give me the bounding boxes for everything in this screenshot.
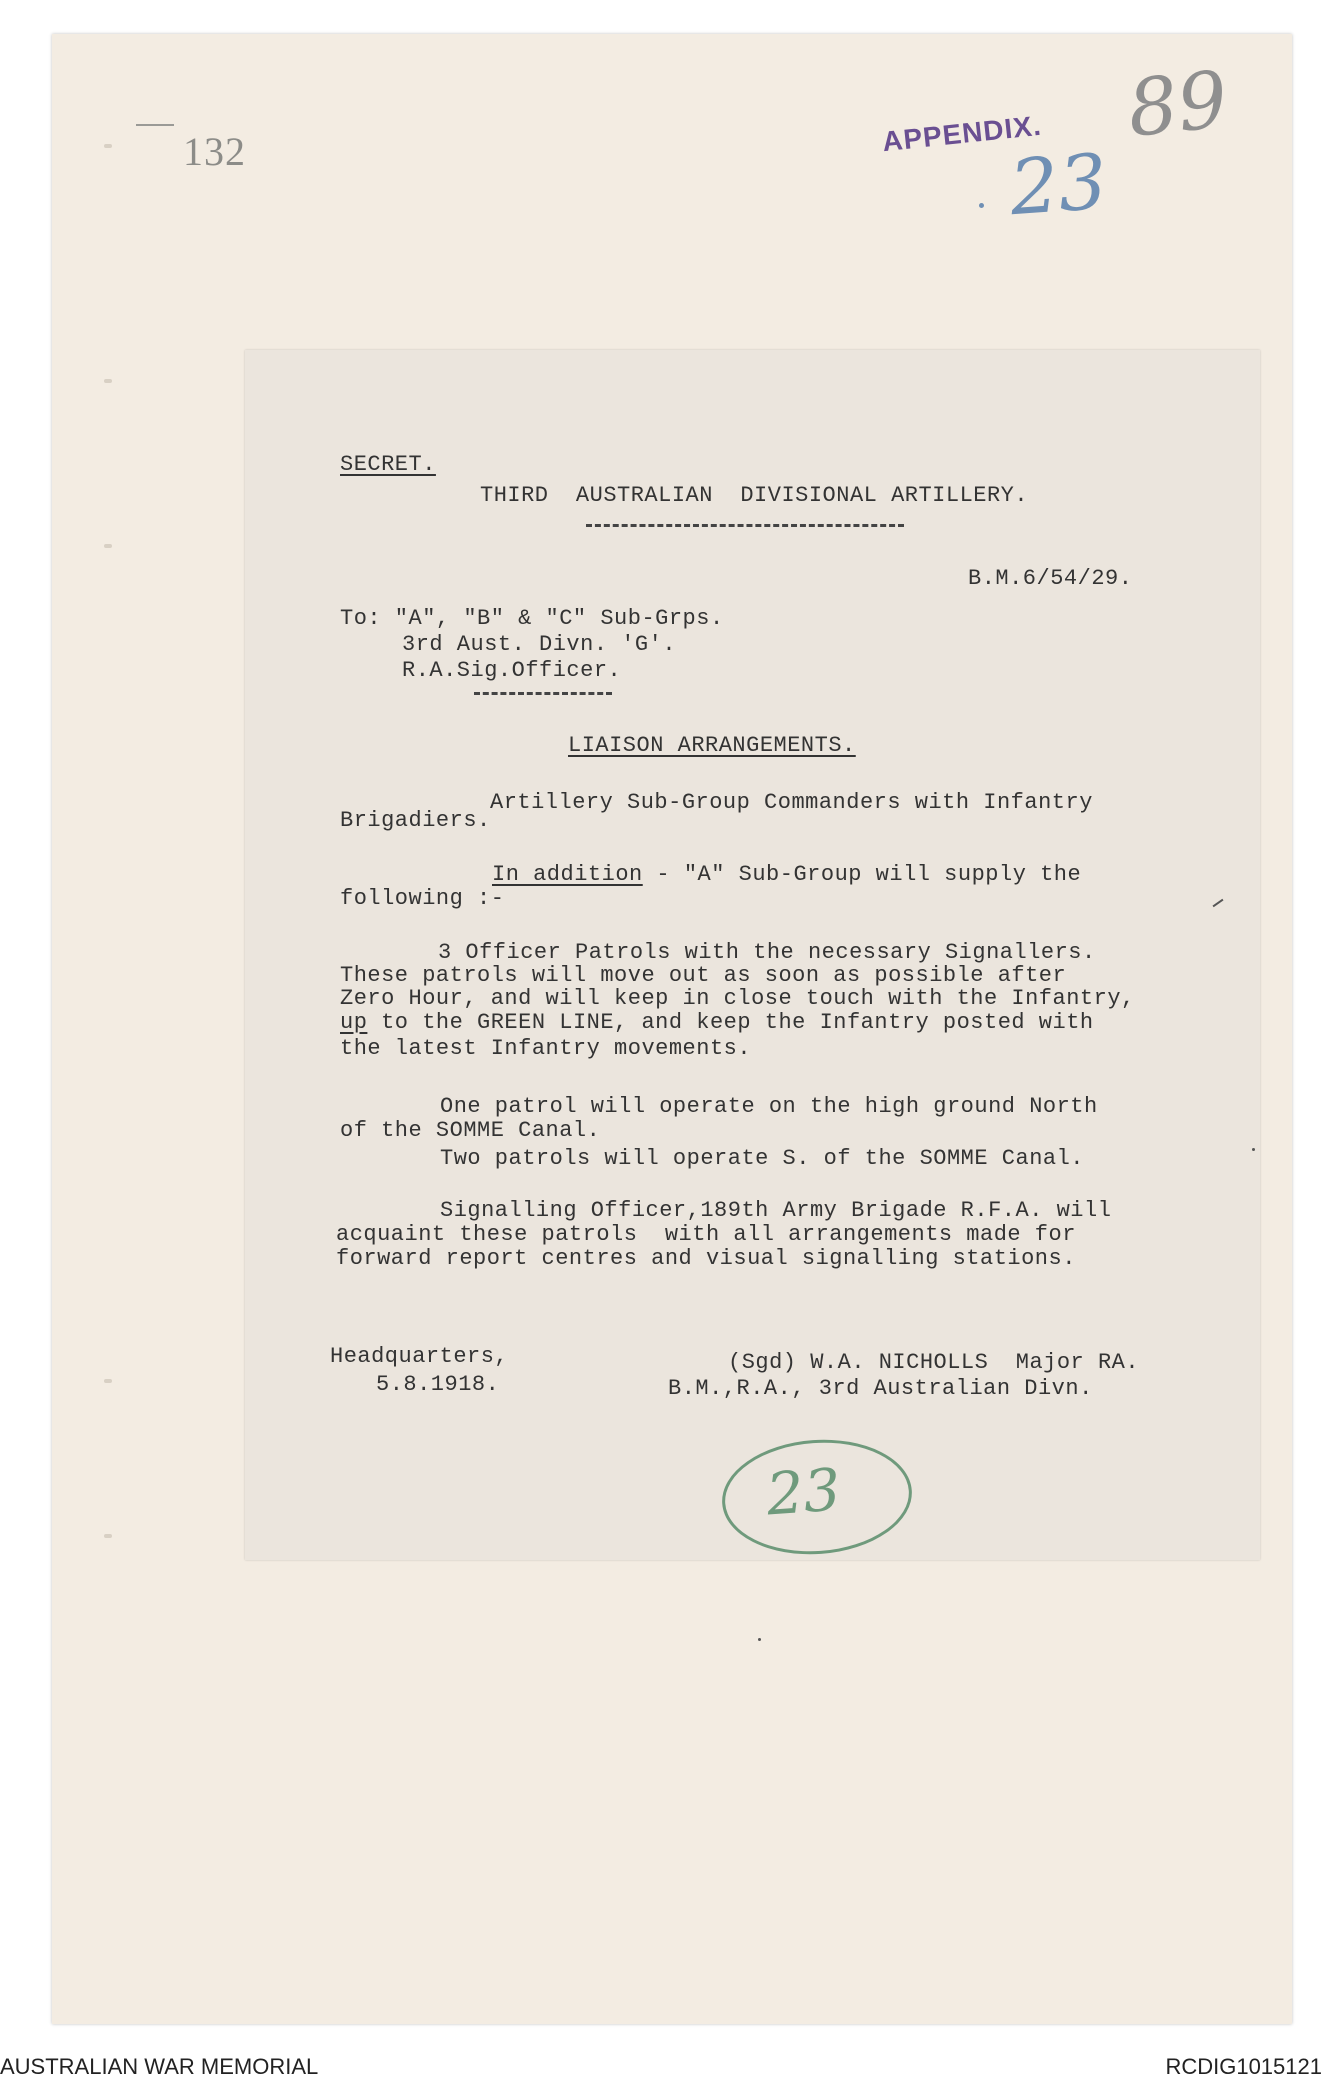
punch-hole-mark [104,544,112,548]
signature-line: (Sgd) W.A. NICHOLLS Major RA. [728,1350,1140,1375]
addressee-rule [474,692,612,695]
body-line: Artillery Sub-Group Commanders with Infantry [490,790,1093,815]
body-line: following :- [340,886,505,911]
classification-label: SECRET. [340,452,436,477]
emphasis-text: In addition [492,862,643,887]
punch-hole-mark [104,144,112,148]
body-line: Two patrols will operate S. of the SOMME Canal. [440,1146,1085,1171]
emphasis-text: up [340,1010,368,1035]
circled-number-text: 23 [764,1455,843,1529]
footer-institution: AUSTRALIAN WAR MEMORIAL [0,2054,319,2079]
pencil-dot [1252,1148,1255,1151]
document-heading: THIRD AUSTRALIAN DIVISIONAL ARTILLERY. [480,483,1029,508]
pencil-dash [136,124,174,126]
signature-title: B.M.,R.A., 3rd Australian Divn. [668,1376,1093,1401]
appendix-number: 23 [1007,136,1110,233]
punch-hole-mark [104,379,112,383]
appendix-stamp: APPENDIX. [880,109,1044,158]
folio-number: 89 [1123,55,1232,155]
body-line: forward report centres and visual signalling stations. [336,1246,1076,1271]
addressee-line: To: "A", "B" & "C" Sub-Grps. [340,606,724,631]
body-line: These patrols will move out as soon as possible after [340,963,1067,988]
reference-number: B.M.6/54/29. [968,566,1133,591]
ink-dot [979,203,984,208]
page-number: 132 [183,129,246,174]
addressee-line: 3rd Aust. Divn. 'G'. [402,632,677,657]
place-line: Headquarters, [330,1344,509,1369]
body-line: acquaint these patrols with all arrangements made for [336,1222,1076,1247]
body-line: Signalling Officer,189th Army Brigade R.F.A. will [440,1198,1112,1223]
subject-heading: LIAISON ARRANGEMENTS. [568,733,856,758]
footer [0,2052,1322,2082]
pencil-dot [758,1638,761,1641]
addressee-line: R.A.Sig.Officer. [402,658,622,683]
heading-rule [586,524,904,527]
footer-record-id: RCDIG1015121 [1165,2054,1322,2079]
body-text: - "A" Sub-Group will supply the [642,862,1082,887]
date-line: 5.8.1918. [376,1372,500,1397]
body-line [340,1010,1094,1035]
punch-hole-mark [104,1534,112,1538]
body-line: Brigadiers. [340,808,491,833]
body-text: to the GREEN LINE, and keep the Infantry posted with [367,1010,1094,1035]
body-line: the latest Infantry movements. [340,1036,752,1061]
body-line: One patrol will operate on the high ground North [440,1094,1098,1119]
body-line: 3 Officer Patrols with the necessary Signallers. [438,940,1096,965]
body-line: of the SOMME Canal. [340,1118,601,1143]
body-line [492,862,1081,887]
punch-hole-mark [104,1379,112,1383]
body-line: Zero Hour, and will keep in close touch with the Infantry, [340,986,1135,1011]
